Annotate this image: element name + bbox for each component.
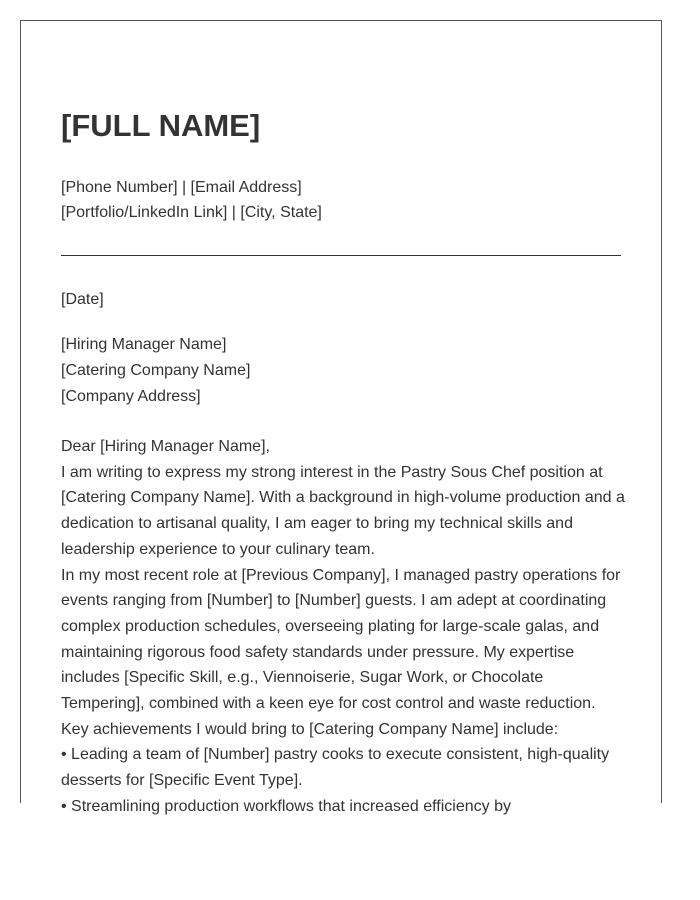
header-divider (61, 255, 621, 256)
paragraph-experience: In my most recent role at [Previous Company], I managed pastry operations for events ranging from [Number] to [Number] guests. I am adept at coordinating complex production schedules, overseeing plating for large-scale galas, and maintaining rigorous food safety standards under pressure. My expertise includes [Specific Skill, e.g., Viennoiserie, Sugar Work, or Chocolate Tempering], combined with a keen eye for cost control and waste reduction. (61, 566, 621, 713)
recipient-address: [Company Address] (61, 388, 201, 405)
document-page (20, 20, 662, 815)
achievement-bullet: • Streamlining production workflows that increased efficiency by (61, 797, 511, 815)
paragraph-intro: I am writing to express my strong interest in the Pastry Sous Chef position at [Catering Company Name]. With a background in high-volume production and a dedication to artisanal quality, I am eager to bring my technical skills and leadership experience to your culinary team. (61, 463, 625, 558)
contact-line-portfolio-location: [Portfolio/LinkedIn Link] | [City, State] (61, 204, 322, 221)
contact-info (61, 175, 322, 225)
full-name-heading: [FULL NAME] (61, 108, 261, 143)
recipient-company: [Catering Company Name] (61, 362, 251, 379)
contact-line-phone-email: [Phone Number] | [Email Address] (61, 179, 302, 196)
salutation: Dear [Hiring Manager Name], (61, 438, 270, 455)
letter-date: [Date] (61, 291, 104, 308)
recipient-manager: [Hiring Manager Name] (61, 336, 227, 353)
achievements-intro: Key achievements I would bring to [Catering Company Name] include: (61, 720, 559, 738)
letter-body (61, 434, 626, 820)
achievement-bullet: • Leading a team of [Number] pastry cooks to execute consistent, high-quality desserts for [Specific Event Type]. (61, 746, 610, 790)
recipient-block (61, 332, 250, 410)
